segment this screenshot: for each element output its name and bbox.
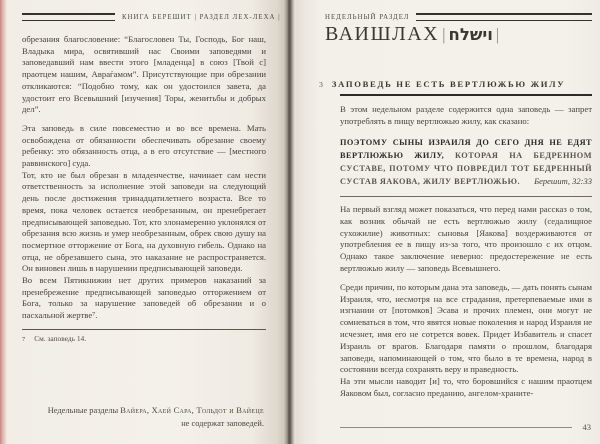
right-body-text [340,104,592,399]
left-page [0,0,286,444]
quote-source: Берешит, 32:33 [534,175,592,186]
no-commandments-note [14,404,264,430]
paragraph: обрезания благословение: “Благословен Ты, Господь, Бог наш, Владыка мира, освятивший нас Своими заповедями и заповедавший нам ввести этого [младенца] в союз [Твой с] праотцем нашим, Авраѓамом”. Присутствующие при обрезании откликаются: “Подобно тому, как он удостоился завета, да удостоит его Всевышний [изучения] Торы, женитьбы и добрых дел”. [22,34,266,115]
right-running-header [325,13,592,21]
note-parsha-names: Вайера, Хаей Сара, Тольдот и Вайеце [120,406,264,415]
page-number: 43 [582,422,591,432]
parsha-title-hebrew: וישלח [448,25,493,44]
left-running-head-text: КНИГА БЕРЕШИТ | РАЗДЕЛ ЛЕХ-ЛЕХА | [122,13,281,21]
footnote-marker: 7 [22,335,26,343]
page-footer [340,422,591,432]
note-line-1 [14,404,264,417]
commandment-title: ЗАПОВЕДЬ НЕ ЕСТЬ ВЕРТЛЮЖЬЮ ЖИЛУ [331,79,566,89]
paragraph: Эта заповедь в силе повсеместно и во все времена. Мать освобождена от обязанности обеспечивать обрезание своему ребенку: это обязанность отца, а в его отсутствие — [местного раввинского] суда. [22,122,266,169]
torah-quote [340,136,592,188]
intro-paragraph: В этом недельном разделе содержится одна заповедь — запрет употреблять в пищу вертлюжью жилу, как сказано: [340,104,592,127]
header-rule-left [22,13,115,21]
section-rule [340,94,592,96]
title-separator: | [495,25,500,44]
left-running-header [22,13,281,21]
paragraph: Во всем Пятикнижии нет других примеров наказаний за пренебрежение предписывающей заповедью отторжением от Бога, только за нарушение заповедей об обрезании и о пасхальной жертве⁷. [22,275,266,321]
left-body-text [22,34,266,322]
note-line-2: не содержат заповедей. [181,419,264,428]
paragraph: На первый взгляд может показаться, что перед нами рассказ о том, как возник обычай не есть вертлюжью жилу (седалищное сухожилие) животных: сыновья [Яакова] воздерживаются от употребления ее в пищу из-за того, что произошло с их отцом. Однако такое заключение неверно: предостережение не есть вертлюжью жилу — заповедь Всевышнего. [340,203,592,273]
paragraph: На эти мысли наводит [и] то, что боровшийся с нашим праотцем Яаковом был, согласно преданию, ангелом-храните- [340,376,592,398]
footer-rule [340,427,572,428]
parsha-title-russian: ВАИШЛАХ [325,23,440,45]
footnote-text: См. заповедь 14. [34,333,87,343]
paragraph: Среди причин, по которым дана эта заповедь, — дать понять сынам Израиля, что, несмотря на все страдания, претерпеваемые ими в изгнании от [потомков] Эсава и прочих племен, они могут не сомневаться в том, что явятся новые поколения и народ Израиля не исчезнет, имя его не сотрется вовек. Придет Избавитель и спасет Израиль от врагов. Благодаря памяти о прошлом, благодаря заповеди, напоминающей о том, что было в те времена, народ в состоянии всегда сохранять веру и праведность. [340,281,592,375]
scan-edge-artifact [0,0,7,444]
right-page-content [319,13,592,400]
commandment-heading [319,79,592,89]
book-gutter [284,0,296,444]
quote-rest: КОТОРАЯ НА БЕДРЕННОМ СУСТАВЕ, ПОТОМУ ЧТО ПОВРЕДИЛ ТОТ БЕДРЕННЫЙ СУСТАВ ЯАКОВА, ЖИЛУ ВЕРТЛЮЖЬЮ. [340,150,592,186]
note-prefix: Недельные разделы [47,406,121,415]
header-rule-right [416,13,592,21]
right-running-head-text: НЕДЕЛЬНЫЙ РАЗДЕЛ [325,13,410,21]
right-page [296,0,600,444]
commandment-number: 3 [319,80,323,89]
paragraph: Тот, кто не был обрезан в младенчестве, начинает сам нести ответственность за исполнение этой заповеди на следующий день после достижения тринадцатилетнего возраста. Все то время, пока человек остается необрезанным, он пренебрегает предписывающей заповедью. Тот, кто злонамеренно уклонялся от обрезания всю жизнь и умер необрезанным, обрек свою душу на посмертное отторжение от Бога, на духовную гибель. Однако на отца, не обрезавшего сына, это наказание не распространяется. Он виновен лишь в нарушении предписывающей заповеди. [22,169,266,274]
quote-emphasis: ПОЭТОМУ СЫНЫ ИЗРАИЛЯ ДО СЕГО ДНЯ НЕ ЕДЯТ ВЕРТЛЮЖЬЮ ЖИЛУ, [340,137,592,160]
footnote [22,329,266,343]
parsha-title [325,23,592,46]
title-separator: | [442,25,446,44]
left-page-content [22,13,281,343]
quote-divider-rule [340,196,592,197]
